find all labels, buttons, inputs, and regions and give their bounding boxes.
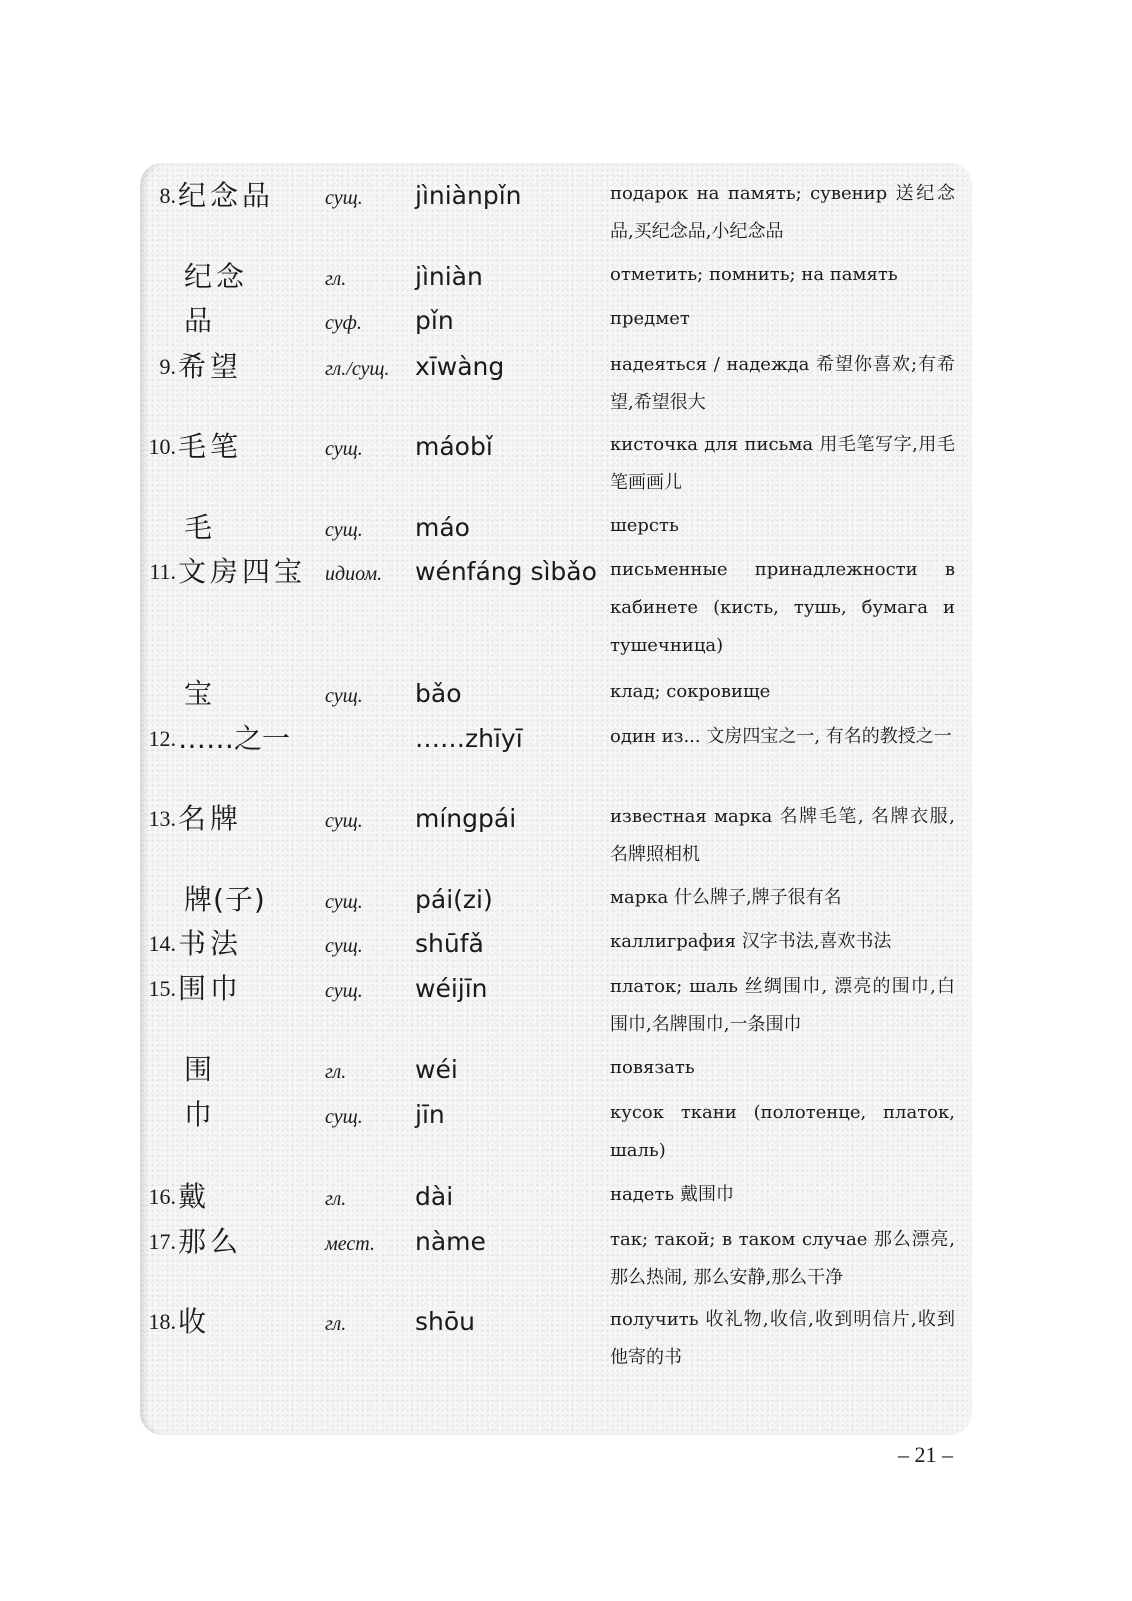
entry-pos: сущ. xyxy=(325,810,363,832)
entry-pos: сущ. xyxy=(325,438,363,460)
entry-word: 文房四宝 xyxy=(178,555,307,588)
entry-pinyin: nàme xyxy=(415,1227,486,1256)
entry-pos: сущ. xyxy=(325,891,363,913)
entry-translation: шерсть xyxy=(610,515,679,536)
entry-translation: подарок на память; сувенир 送纪念品,买纪念品,小纪念品 xyxy=(610,183,955,242)
entry-pinyin: shūfǎ xyxy=(415,929,484,958)
entry-number: 16. xyxy=(148,1184,176,1209)
entry-word: 书法 xyxy=(178,927,243,960)
entry-translation: платок; шаль 丝绸围巾, 漂亮的围巾,白围巾,名牌围巾,一条围巾 xyxy=(610,976,955,1035)
entry-word: 巾 xyxy=(184,1098,217,1131)
entry-pos: гл. xyxy=(325,1061,347,1083)
entry-pos: сущ. xyxy=(325,935,363,957)
entry-pos: сущ. xyxy=(325,519,363,541)
entry-word: 围 xyxy=(184,1053,217,1086)
entry-translation: клад; сокровище xyxy=(610,681,771,702)
entry-word: 宝 xyxy=(184,677,217,710)
entry-pinyin: wéijīn xyxy=(415,974,488,1003)
entry-pos: суф. xyxy=(325,312,362,334)
entry-word: 戴 xyxy=(178,1180,211,1213)
entry-number: 8. xyxy=(159,183,176,208)
vocabulary-panel xyxy=(140,163,972,1435)
entry-word: 收 xyxy=(178,1305,211,1338)
entry-translation: получить 收礼物,收信,收到明信片,收到他寄的书 xyxy=(610,1309,955,1368)
entry-word: 围巾 xyxy=(178,972,243,1005)
entry-number: 17. xyxy=(148,1229,176,1254)
entry-pos: гл. xyxy=(325,1188,347,1210)
entry-pinyin: jìniàn xyxy=(415,262,483,291)
entry-number: 15. xyxy=(148,976,176,1001)
entry-translation: каллиграфия 汉字书法,喜欢书法 xyxy=(610,931,892,952)
entry-word: 那么 xyxy=(178,1225,243,1258)
entry-pos: сущ. xyxy=(325,980,363,1002)
entry-translation: один из... 文房四宝之一, 有名的教授之一 xyxy=(610,726,952,747)
entry-word: 纪念品 xyxy=(178,179,275,212)
entry-word: 毛 xyxy=(184,511,217,544)
entry-pinyin: shōu xyxy=(415,1307,476,1336)
entry-pinyin: wénfáng sìbǎo xyxy=(415,557,597,586)
entry-number: 10. xyxy=(148,434,176,459)
entry-pos: сущ. xyxy=(325,187,363,209)
entry-translation: известная марка 名牌毛笔, 名牌衣服,名牌照相机 xyxy=(610,806,955,865)
entry-translation: кисточка для письма 用毛笔写字,用毛笔画画儿 xyxy=(610,434,955,493)
entry-translation: надеть 戴围巾 xyxy=(610,1184,734,1205)
entry-translation: отметить; помнить; на память xyxy=(610,264,898,285)
entry-word: 毛笔 xyxy=(178,430,243,463)
entry-translation: надеяться / надежда 希望你喜欢;有希望,希望很大 xyxy=(610,354,955,413)
entry-pinyin: jīn xyxy=(415,1100,445,1129)
entry-pinyin: ……zhīyī xyxy=(415,724,523,753)
entry-pos: гл. xyxy=(325,268,347,290)
entry-word: 品 xyxy=(184,304,217,337)
entry-word: 希望 xyxy=(178,350,243,383)
entry-pinyin: xīwàng xyxy=(415,352,505,381)
entry-pinyin: wéi xyxy=(415,1055,458,1084)
entry-pinyin: máobǐ xyxy=(415,432,493,461)
entry-pos: гл. xyxy=(325,1313,347,1335)
entry-pinyin: pǐn xyxy=(415,306,454,335)
entry-pos: мест. xyxy=(325,1233,375,1255)
entry-number: 9. xyxy=(159,354,176,379)
entry-number: 18. xyxy=(148,1309,176,1334)
entry-translation: марка 什么牌子,牌子很有名 xyxy=(610,887,842,908)
entry-word: 纪念 xyxy=(184,260,249,293)
entry-number: 14. xyxy=(148,931,176,956)
entry-word: 名牌 xyxy=(178,802,243,835)
entry-word: ……之一 xyxy=(178,722,291,755)
entry-translation: повязать xyxy=(610,1057,695,1078)
entry-number: 11. xyxy=(149,559,176,584)
entry-translation: предмет xyxy=(610,308,690,329)
entry-pinyin: dài xyxy=(415,1182,454,1211)
entry-pinyin: máo xyxy=(415,513,470,542)
entry-number: 12. xyxy=(148,726,176,751)
entry-pinyin: pái(zi) xyxy=(415,885,493,914)
entry-pinyin: míngpái xyxy=(415,804,517,833)
entry-pinyin: bǎo xyxy=(415,679,462,708)
entry-pos: гл./сущ. xyxy=(325,358,390,380)
entry-pos: сущ. xyxy=(325,685,363,707)
entry-translation: кусок ткани (полотенце, платок, шаль) xyxy=(610,1102,955,1161)
entry-number: 13. xyxy=(148,806,176,831)
entry-translation: письменные принадлежности в кабинете (кисть, тушь, бумага и тушечница) xyxy=(610,559,955,656)
entry-word: 牌(子) xyxy=(184,883,266,916)
entry-pos: идиом. xyxy=(325,563,383,585)
page-number: – 21 – xyxy=(898,1442,953,1467)
entry-pos: сущ. xyxy=(325,1106,363,1128)
entry-translation: так; такой; в таком случае 那么漂亮,那么热闹, 那么安静,那么干净 xyxy=(610,1229,955,1288)
entry-pinyin: jìniànpǐn xyxy=(415,181,522,210)
